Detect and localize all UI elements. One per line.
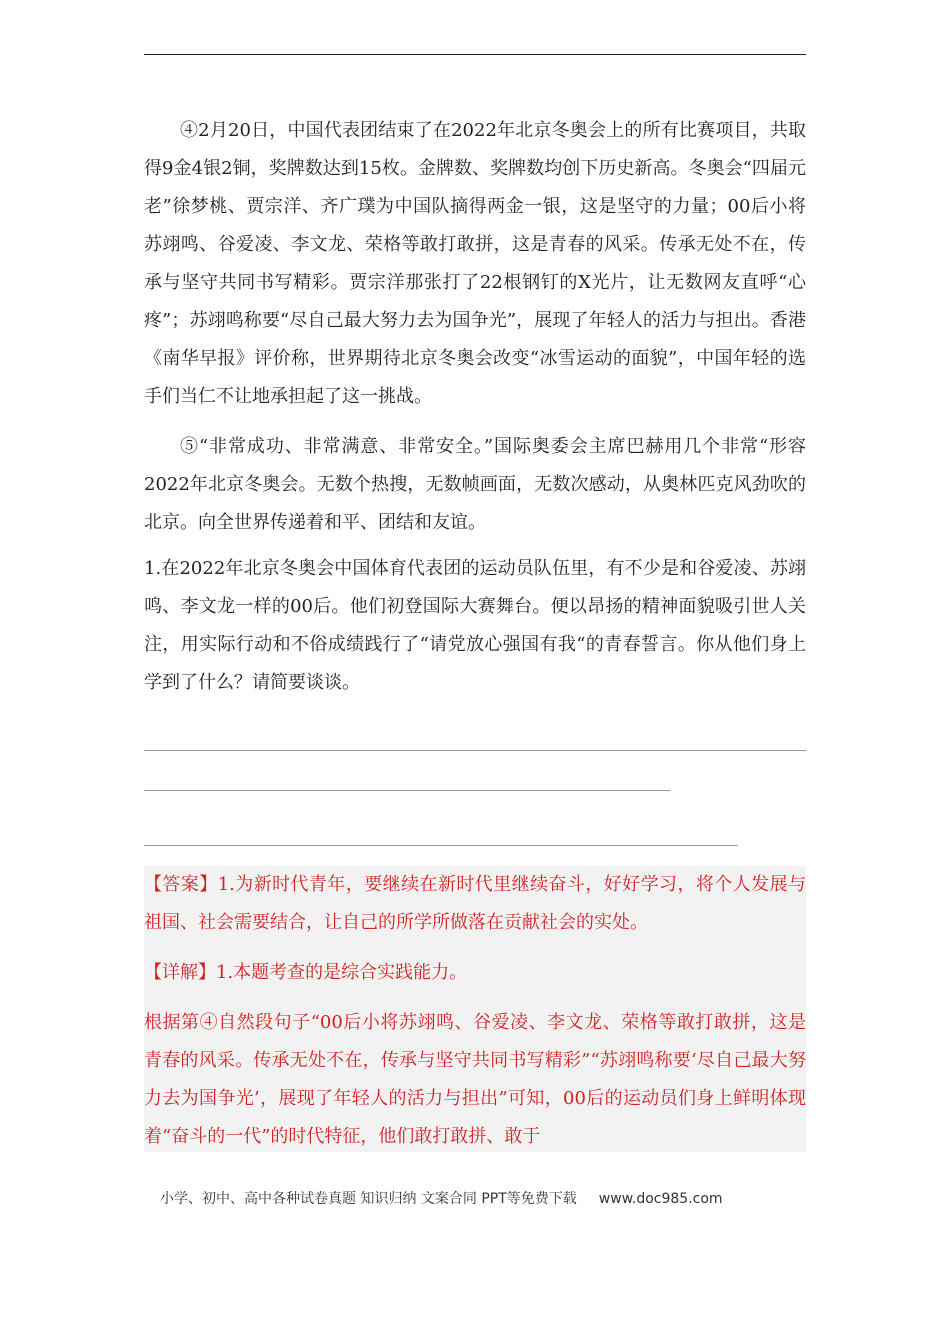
footer-site-link[interactable]: www.doc985.com <box>598 1191 723 1207</box>
paragraph-5: ⑤“非常成功、非常满意、非常安全。”国际奥委会主席巴赫用几个非常“形容2022年北京冬奥会。无数个热搜，无数帧画面，无数次感动，从奥林匹克风劲吹的北京。向全世界传递着和平、团结和友谊。 <box>144 436 806 533</box>
question-1: 1.在2022年北京冬奥会中国体育代表团的运动员队伍里，有不少是和谷爱凌、苏翊鸣、李文龙一样的00后。他们初登国际大赛舞台。便以昂扬的精神面貌吸引世人关注，用实际行动和不俗成绩践行了“请党放心强国有我“的青春誓言。你从他们身上学到了什么？请简要谈谈。 <box>144 558 806 693</box>
detail-body: 根据第④自然段句子“00后小将苏翊鸣、谷爱凌、李文龙、荣格等敢打敢拼，这是青春的风采。传承无处不在，传承与坚守共同书写精彩”“苏翊鸣称要‘尽自己最大努力去为国争光’，展现了年轻人的活力与担出”可知，00后的运动员们身上鲜明体现着“奋斗的一代”的时代特征，他们敢打敢拼、敢于 <box>144 1012 806 1147</box>
header-rule <box>144 54 806 55</box>
answer-blank-line-2[interactable] <box>144 790 670 791</box>
page-footer <box>160 1188 800 1208</box>
answer-section <box>144 866 806 1152</box>
answer-blank-line-1[interactable] <box>144 750 806 751</box>
detail-title: 【详解】1.本题考查的是综合实践能力。 <box>144 962 468 983</box>
footer-text: 小学、初中、高中各种试卷真题 知识归纳 文案合同 PPT等免费下载 <box>160 1191 577 1207</box>
answer-text: 【答案】1.为新时代青年，要继续在新时代里继续奋斗，好好学习，将个人发展与祖国、社会需要结合，让自己的所学所做落在贡献社会的实处。 <box>144 874 806 933</box>
paragraph-4: ④2月20日，中国代表团结束了在2022年北京冬奥会上的所有比赛项目，共取得9金4银2铜，奖牌数达到15枚。金牌数、奖牌数均创下历史新高。冬奥会“四届元老”徐梦桃、贾宗洋、齐广璞为中国队摘得两金一银，这是坚守的力量；00后小将苏翊鸣、谷爱凌、李文龙、荣格等敢打敢拼，这是青春的风采。传承无处不在，传承与坚守共同书写精彩。贾宗洋那张打了22根钢钉的X光片，让无数网友直呼“心疼”；苏翊鸣称要“尽自己最大努力去为国争光”，展现了年轻人的活力与担出。香港《南华早报》评价称，世界期待北京冬奥会改变“冰雪运动的面貌”，中国年轻的选手们当仁不让地承担起了这一挑战。 <box>144 120 806 407</box>
answer-blank-line-3[interactable] <box>144 845 738 846</box>
document-body <box>144 112 806 702</box>
